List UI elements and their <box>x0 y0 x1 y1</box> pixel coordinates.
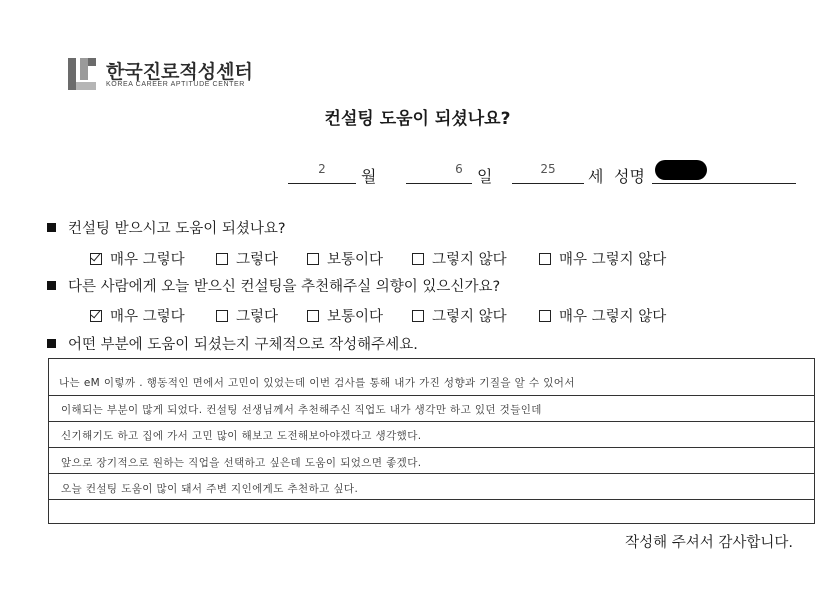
q2-option-2[interactable]: 그렇다 <box>216 305 278 326</box>
name-redaction <box>655 160 707 180</box>
comment-box[interactable] <box>48 358 815 524</box>
q1-option-3[interactable]: 보통이다 <box>307 248 383 269</box>
month-label: 월 <box>361 167 377 186</box>
bullet-icon <box>47 281 56 290</box>
name-label: 성명 <box>614 167 645 186</box>
logo-icon <box>68 58 96 90</box>
q2-option-5[interactable]: 매우 그렇지 않다 <box>539 305 666 326</box>
org-name-en: KOREA CAREER APTITUDE CENTER <box>106 81 245 88</box>
q1-option-5[interactable]: 매우 그렇지 않다 <box>539 248 666 269</box>
q2-option-3[interactable]: 보통이다 <box>307 305 383 326</box>
checkbox-checked-icon[interactable] <box>90 310 102 322</box>
question-3-text: 어떤 부분에 도움이 되셨는지 구체적으로 작성해주세요. <box>68 337 418 353</box>
checkbox-icon[interactable] <box>539 253 551 265</box>
comment-line-5: 오늘 컨설팅 도움이 많이 돼서 주변 지인에게도 추천하고 싶다. <box>61 483 359 495</box>
checkbox-icon[interactable] <box>412 310 424 322</box>
org-name: 한국진로적성센터 <box>106 61 253 83</box>
age-label: 세 <box>588 167 604 186</box>
rule-line <box>49 499 814 500</box>
checkbox-icon[interactable] <box>216 310 228 322</box>
month-value: 2 <box>318 162 326 176</box>
q1-option-2[interactable]: 그렇다 <box>216 248 278 269</box>
checkbox-icon[interactable] <box>307 253 319 265</box>
rule-line <box>49 395 814 396</box>
question-3 <box>47 333 418 354</box>
checkbox-icon[interactable] <box>539 310 551 322</box>
thanks-text: 작성해 주셔서 감사합니다. <box>625 535 793 551</box>
question-1-text: 컨설팅 받으시고 도움이 되셨나요? <box>68 221 286 237</box>
age-value: 25 <box>540 162 556 176</box>
day-field[interactable] <box>406 162 472 184</box>
question-1 <box>47 217 286 238</box>
rule-line <box>49 473 814 474</box>
comment-line-4: 앞으로 장기적으로 원하는 직업을 선택하고 싶은데 도움이 되었으면 좋겠다. <box>61 457 422 469</box>
checkbox-icon[interactable] <box>307 310 319 322</box>
q1-option-4[interactable]: 그렇지 않다 <box>412 248 507 269</box>
question-2 <box>47 275 500 296</box>
day-label: 일 <box>477 167 493 186</box>
rule-line <box>49 421 814 422</box>
age-field[interactable] <box>512 162 584 184</box>
q2-option-1[interactable]: 매우 그렇다 <box>90 305 185 326</box>
month-field[interactable] <box>288 162 356 184</box>
day-value: 6 <box>455 162 463 176</box>
bullet-icon <box>47 339 56 348</box>
comment-line-3: 신기해기도 하고 집에 가서 고민 많이 해보고 도전해보아야겠다고 생각했다. <box>61 430 422 442</box>
question-2-text: 다른 사람에게 오늘 받으신 컨설팅을 추천해주실 의향이 있으신가요? <box>68 279 501 295</box>
form-title: 컨설팅 도움이 되셨나요? <box>324 109 511 129</box>
checkbox-icon[interactable] <box>216 253 228 265</box>
checkbox-checked-icon[interactable] <box>90 253 102 265</box>
rule-line <box>49 447 814 448</box>
q1-option-1[interactable]: 매우 그렇다 <box>90 248 185 269</box>
checkbox-icon[interactable] <box>412 253 424 265</box>
comment-line-2: 이해되는 부분이 많게 되었다. 컨설팅 선생님께서 추천해주신 직업도 내가 생각만 하고 있던 것들인데 <box>61 404 542 416</box>
q2-option-4[interactable]: 그렇지 않다 <box>412 305 507 326</box>
comment-line-1: 나는 eM 이렇까 . 행동적인 면에서 고민이 있었는데 이번 검사를 통해 내가 가진 성향과 기질을 알 수 있어서 <box>59 377 575 389</box>
bullet-icon <box>47 223 56 232</box>
